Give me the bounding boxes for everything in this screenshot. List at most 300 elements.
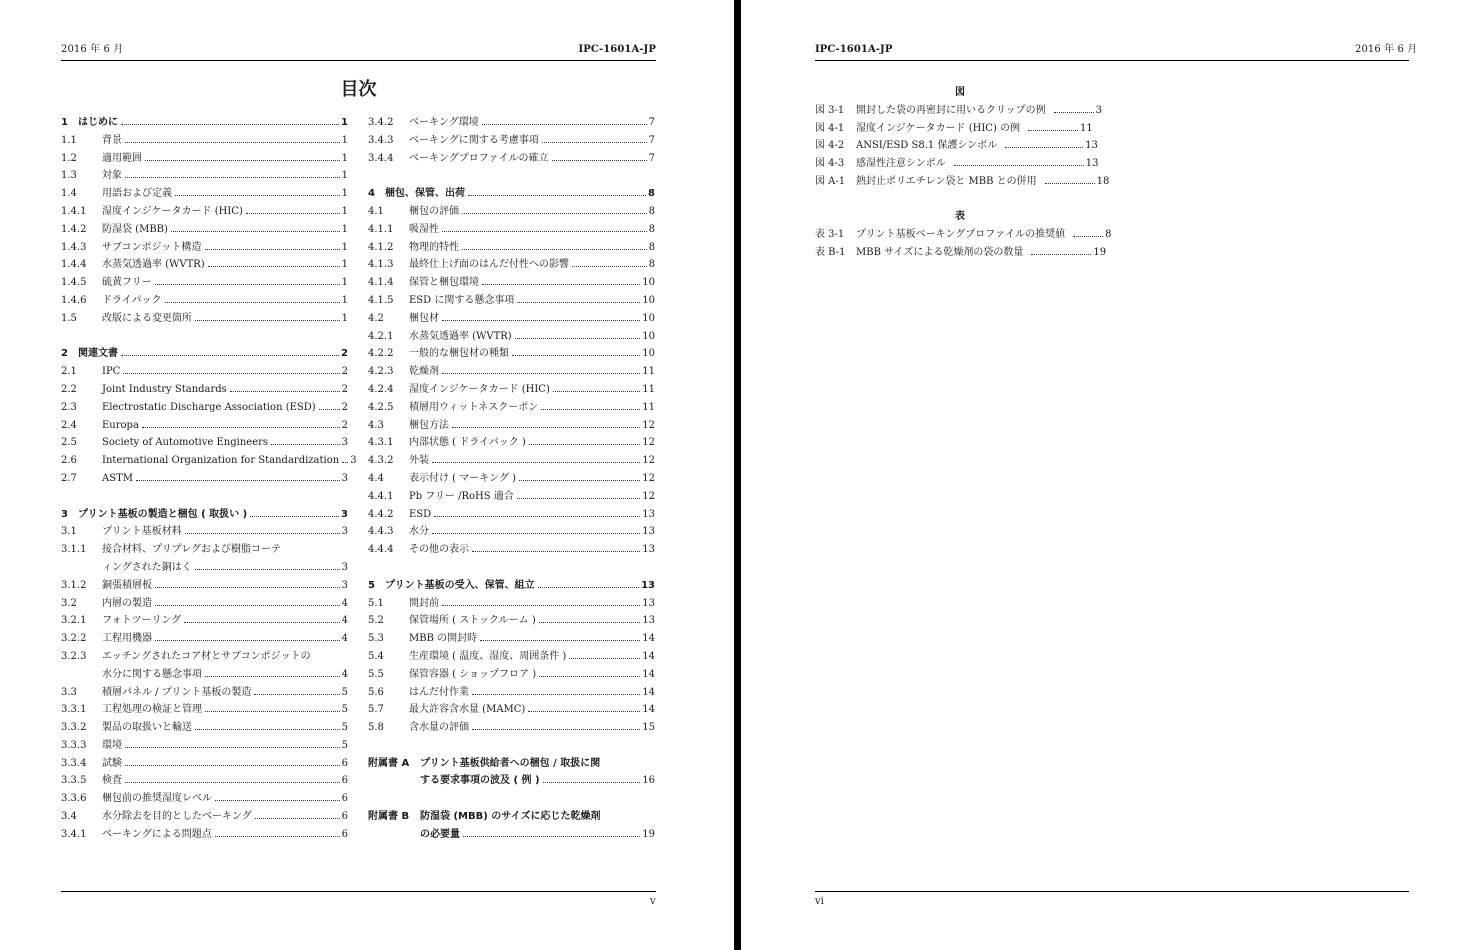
dot-leader xyxy=(1031,254,1091,255)
dot-leader xyxy=(319,409,340,410)
toc-entry[interactable] xyxy=(368,452,655,470)
header-date: 2016 年 6 月 xyxy=(61,44,124,55)
toc-entry[interactable] xyxy=(368,488,655,506)
toc-entry-title: MBB の開封時 xyxy=(409,633,478,645)
toc-entry-title: ドライパック xyxy=(102,294,162,306)
dot-leader xyxy=(165,302,340,303)
toc-appendix-entry-cont[interactable] xyxy=(368,826,655,844)
dot-leader xyxy=(1073,236,1103,237)
figure-entry-title: 感湿性注意シンボル xyxy=(856,158,946,170)
toc-entry-title: 積層用ウィットネスクーポン xyxy=(409,401,539,413)
toc-entry-number: 1.4 xyxy=(61,188,77,200)
toc-entry-number: 5.6 xyxy=(368,686,384,698)
toc-entry[interactable] xyxy=(61,185,348,203)
toc-entry[interactable] xyxy=(61,772,348,790)
toc-entry-number: 3.1.1 xyxy=(61,544,87,556)
toc-entry[interactable] xyxy=(61,256,348,274)
dot-leader xyxy=(250,516,339,517)
toc-entry-page: 3 xyxy=(341,579,348,591)
toc-entry-number: 1.4.5 xyxy=(61,277,87,289)
toc-entry[interactable] xyxy=(368,345,655,363)
dot-leader xyxy=(145,160,340,161)
toc-entry[interactable] xyxy=(368,541,655,559)
toc-entry-title: 環境 xyxy=(102,739,122,751)
toc-entry-number: 4.4.1 xyxy=(368,490,394,502)
toc-entry[interactable] xyxy=(368,150,655,168)
toc-entry[interactable] xyxy=(368,595,655,613)
toc-entry-number: 3.4.1 xyxy=(61,828,87,840)
toc-entry[interactable] xyxy=(61,310,348,328)
toc-entry[interactable] xyxy=(61,292,348,310)
toc-entry-title: 梱包方法 xyxy=(409,419,449,431)
toc-entry[interactable] xyxy=(61,363,348,381)
dot-leader xyxy=(271,444,340,445)
toc-entry-page: 13 xyxy=(642,615,655,627)
toc-entry-number: 3.4.3 xyxy=(368,134,394,146)
toc-entry-title: 水蒸気透過率 (WVTR) xyxy=(102,259,205,271)
toc-entry-title: サブコンポジット構造 xyxy=(102,241,202,253)
figure-entry[interactable] xyxy=(815,120,1105,138)
toc-entry-title: 適用範囲 xyxy=(102,152,142,164)
dot-leader xyxy=(1045,183,1095,184)
toc-chapter-entry[interactable] xyxy=(368,185,655,203)
header-rule xyxy=(815,60,1409,61)
toc-entry-number: 2.6 xyxy=(61,455,77,467)
toc-entry-title: International Organization for Standardization xyxy=(102,455,340,467)
toc-entry-title: プリント基板の受入、保管、組立 xyxy=(385,579,535,591)
toc-entry[interactable] xyxy=(61,434,348,452)
toc-entry[interactable] xyxy=(368,310,655,328)
figure-entry[interactable] xyxy=(815,137,1105,155)
toc-entry-page: 4 xyxy=(341,633,348,645)
toc-title: 目次 xyxy=(340,79,377,100)
toc-entry-title: 吸湿性 xyxy=(409,223,439,235)
dot-leader xyxy=(215,836,340,837)
toc-entry-number: 5.1 xyxy=(368,597,384,609)
toc-entry-title: 梱包の評価 xyxy=(409,205,459,217)
toc-entry[interactable] xyxy=(61,595,348,613)
toc-appendix-page: 19 xyxy=(642,828,655,840)
toc-entry-number: 1.2 xyxy=(61,152,77,164)
toc-entry-page: 3 xyxy=(341,508,348,520)
toc-entry-title: 改版による変更箇所 xyxy=(102,312,192,324)
figure-entry-title: 熱封止ポリエチレン袋と MBB との併用 xyxy=(856,175,1037,187)
toc-entry-number: 3.1 xyxy=(61,526,77,538)
toc-entry-number: 2.3 xyxy=(61,401,77,413)
toc-entry[interactable] xyxy=(368,114,655,132)
toc-entry-title: 物理的特性 xyxy=(409,241,459,253)
dot-leader xyxy=(121,355,339,356)
toc-chapter-entry[interactable] xyxy=(61,506,348,524)
dot-leader xyxy=(136,480,340,481)
toc-entry[interactable] xyxy=(61,826,348,844)
toc-entry-number: 3 xyxy=(61,508,68,520)
dot-leader xyxy=(171,231,340,232)
toc-entry[interactable] xyxy=(61,150,348,168)
toc-entry[interactable] xyxy=(61,577,348,595)
dot-leader xyxy=(432,462,640,463)
toc-entry[interactable] xyxy=(61,612,348,630)
toc-entry-page: 1 xyxy=(341,223,348,235)
toc-entry-number: 1.1 xyxy=(61,134,77,146)
toc-entry[interactable] xyxy=(61,648,348,666)
toc-entry-title: 水分に関する懸念事項 xyxy=(102,668,202,680)
toc-entry-number: 3.3.3 xyxy=(61,739,87,751)
toc-entry[interactable] xyxy=(368,274,655,292)
toc-entry[interactable] xyxy=(368,719,655,737)
toc-entry-number: 5.7 xyxy=(368,704,384,716)
toc-entry-number: 4.1.2 xyxy=(368,241,394,253)
dot-leader xyxy=(515,338,641,339)
dot-leader xyxy=(155,284,340,285)
toc-entry[interactable] xyxy=(368,648,655,666)
toc-entry-title: ESD に関する懸念事項 xyxy=(409,294,515,306)
toc-entry-title: 保管容器 ( ショップフロア ) xyxy=(409,668,537,680)
toc-entry-page: 1 xyxy=(341,294,348,306)
toc-entry-title: Joint Industry Standards xyxy=(102,383,227,395)
toc-entry-number: 1.5 xyxy=(61,312,77,324)
toc-entry-page: 5 xyxy=(341,686,348,698)
dot-leader xyxy=(539,622,641,623)
toc-gap xyxy=(61,328,348,346)
toc-entry-page: 12 xyxy=(642,490,655,502)
toc-entry[interactable] xyxy=(368,666,655,684)
dot-leader xyxy=(472,729,640,730)
dot-leader xyxy=(125,782,340,783)
toc-entry-title: 湿度インジケータカード (HIC) xyxy=(102,205,243,217)
toc-entry-title: ASTM xyxy=(102,472,133,484)
toc-entry-title: 梱包前の推奨湿度レベル xyxy=(102,793,212,805)
toc-entry-title: はじめに xyxy=(78,117,118,128)
dot-leader xyxy=(255,818,340,819)
toc-entry[interactable] xyxy=(61,239,348,257)
dot-leader xyxy=(472,694,640,695)
toc-entry-number: 1.4.1 xyxy=(61,205,87,217)
toc-entry-title: プリント基板の製造と梱包 ( 取扱い ) xyxy=(78,508,248,520)
toc-entry-number: 4.1.4 xyxy=(368,277,394,289)
toc-entry-page: 5 xyxy=(341,739,348,751)
toc-entry[interactable] xyxy=(368,221,655,239)
toc-entry[interactable] xyxy=(368,292,655,310)
toc-entry-number: 5.4 xyxy=(368,650,384,662)
toc-entry[interactable] xyxy=(61,630,348,648)
dot-leader xyxy=(155,640,340,641)
toc-entry[interactable] xyxy=(368,434,655,452)
toc-entry-title: ESD xyxy=(409,508,432,520)
toc-entry-number: 4.2 xyxy=(368,312,384,324)
toc-entry[interactable] xyxy=(368,612,655,630)
list-of-tables xyxy=(815,208,1112,261)
figure-entry[interactable] xyxy=(815,155,1105,173)
toc-chapter-entry[interactable] xyxy=(61,345,348,363)
toc-entry[interactable] xyxy=(61,452,357,470)
dot-leader xyxy=(462,213,647,214)
toc-appendix-entry-cont[interactable] xyxy=(368,772,655,790)
toc-entry[interactable] xyxy=(61,417,348,435)
toc-entry-number: 4.4 xyxy=(368,472,384,484)
toc-entry-page: 6 xyxy=(341,775,348,787)
dot-leader xyxy=(142,427,340,428)
dot-leader xyxy=(552,160,647,161)
dot-leader xyxy=(519,480,640,481)
toc-entry[interactable] xyxy=(61,221,348,239)
figure-entry-number: 図 4-1 xyxy=(815,122,845,134)
toc-entry[interactable] xyxy=(61,274,348,292)
toc-entry[interactable] xyxy=(61,701,348,719)
toc-entry-title: 銅張積層板 xyxy=(102,579,152,591)
dot-leader xyxy=(542,142,647,143)
dot-leader xyxy=(543,782,641,783)
toc-entry[interactable] xyxy=(368,399,655,417)
toc-entry[interactable] xyxy=(368,203,655,221)
toc-entry-page: 4 xyxy=(341,668,348,680)
figure-entry[interactable] xyxy=(815,102,1105,120)
toc-entry-page: 1 xyxy=(341,170,348,182)
toc-entry[interactable] xyxy=(368,523,655,541)
toc-entry-title: 防湿袋 (MBB) xyxy=(102,223,168,235)
toc-entry[interactable] xyxy=(61,684,348,702)
toc-entry[interactable] xyxy=(368,256,655,274)
toc-entry[interactable] xyxy=(61,808,348,826)
table-entry[interactable] xyxy=(815,244,1105,262)
toc-entry-number: 4.3.1 xyxy=(368,437,394,449)
figure-entry-number: 図 4-2 xyxy=(815,140,845,152)
toc-entry[interactable] xyxy=(61,541,348,559)
toc-appendix-title: の必要量 xyxy=(420,828,460,840)
dot-leader xyxy=(184,622,339,623)
toc-entry-number: 4.1.5 xyxy=(368,294,394,306)
toc-entry[interactable] xyxy=(61,470,348,488)
dot-leader xyxy=(553,391,640,392)
toc-entry[interactable] xyxy=(61,666,348,684)
toc-entry-title: 生産環境 ( 温度、湿度、周囲条件 ) xyxy=(409,650,567,662)
dot-leader xyxy=(442,231,647,232)
dot-leader xyxy=(155,605,340,606)
toc-entry-page: 11 xyxy=(642,366,655,378)
table-entry[interactable] xyxy=(815,226,1112,244)
toc-entry-number: 2.2 xyxy=(61,383,77,395)
dot-leader xyxy=(205,249,340,250)
dot-leader xyxy=(442,320,640,321)
toc-entry[interactable] xyxy=(61,132,348,150)
toc-entry[interactable] xyxy=(368,239,655,257)
table-entry-number: 表 3-1 xyxy=(815,228,845,240)
dot-leader xyxy=(205,711,340,712)
toc-entry-title: プリント基板材料 xyxy=(102,526,182,538)
toc-entry-number: 3.3.5 xyxy=(61,775,87,787)
toc-appendix-number: 附属書 A xyxy=(368,757,410,769)
toc-entry-title: その他の表示 xyxy=(409,544,469,556)
dot-leader xyxy=(1054,112,1094,113)
toc-entry-number: 3.1.2 xyxy=(61,579,87,591)
toc-entry-number: 4.1 xyxy=(368,205,384,217)
toc-entry-page: 12 xyxy=(642,455,655,467)
toc-entry-page: 13 xyxy=(642,544,655,556)
toc-entry-number: 4.1.3 xyxy=(368,259,394,271)
toc-entry-title: フォトツーリング xyxy=(102,615,182,627)
toc-entry-number: 3.2.3 xyxy=(61,650,87,662)
toc-entry-page: 1 xyxy=(341,117,348,128)
toc-entry-page: 1 xyxy=(341,312,348,324)
dot-leader xyxy=(125,177,340,178)
toc-appendix-entry[interactable] xyxy=(368,808,655,826)
toc-entry[interactable] xyxy=(368,470,655,488)
toc-gap xyxy=(368,167,655,185)
toc-entry-title: ベーキングに関する考慮事項 xyxy=(409,134,539,146)
toc-entry[interactable] xyxy=(368,506,655,524)
toc-entry-number: 4.1.1 xyxy=(368,223,394,235)
toc-entry-title: Electrostatic Discharge Association (ESD) xyxy=(102,401,316,413)
toc-entry-number: 1.4.4 xyxy=(61,259,87,271)
footer-rule xyxy=(61,891,656,892)
toc-entry-page: 8 xyxy=(648,205,655,217)
toc-entry-title: 背景 xyxy=(102,134,122,146)
dot-leader xyxy=(155,587,340,588)
toc-entry-title: 一般的な梱包材の種類 xyxy=(409,348,509,360)
toc-entry[interactable] xyxy=(368,417,655,435)
toc-chapter-entry[interactable] xyxy=(368,577,655,595)
header-document-id: IPC-1601A-JP xyxy=(578,44,656,55)
toc-entry-number: 5 xyxy=(368,579,375,591)
toc-entry[interactable] xyxy=(61,559,348,577)
toc-entry[interactable] xyxy=(61,523,348,541)
dot-leader xyxy=(175,195,340,196)
toc-entry[interactable] xyxy=(61,203,348,221)
toc-entry-page: 1 xyxy=(341,188,348,200)
dot-leader xyxy=(539,676,640,677)
header-document-id: IPC-1601A-JP xyxy=(815,44,893,55)
toc-entry-number: 4 xyxy=(368,188,375,200)
toc-entry-title: 水分 xyxy=(409,526,429,538)
toc-entry-page: 12 xyxy=(642,437,655,449)
toc-entry[interactable] xyxy=(61,381,348,399)
toc-entry-page: 6 xyxy=(341,811,348,823)
toc-entry-page: 10 xyxy=(642,294,655,306)
toc-entry[interactable] xyxy=(368,381,655,399)
toc-entry-title: 保管と梱包環境 xyxy=(409,277,479,289)
toc-entry-number: 4.2.4 xyxy=(368,383,394,395)
toc-entry-number: 2.7 xyxy=(61,472,77,484)
toc-entry-number: 4.4.2 xyxy=(368,508,394,520)
dot-leader xyxy=(512,355,640,356)
toc-entry-page: 14 xyxy=(642,686,655,698)
toc-entry-number: 3.3 xyxy=(61,686,77,698)
toc-entry[interactable] xyxy=(368,132,655,150)
dot-leader xyxy=(472,551,640,552)
toc-entry[interactable] xyxy=(368,701,655,719)
toc-appendix-entry[interactable] xyxy=(368,755,655,773)
toc-entry[interactable] xyxy=(61,755,348,773)
toc-entry-page: 1 xyxy=(341,205,348,217)
dot-leader xyxy=(452,427,640,428)
table-entry-page: 8 xyxy=(1105,228,1112,240)
toc-entry-number: 3.2.1 xyxy=(61,615,87,627)
dot-leader xyxy=(230,391,340,392)
toc-entry-title: 対象 xyxy=(102,170,122,182)
toc-entry-number: 5.2 xyxy=(368,615,384,627)
toc-entry[interactable] xyxy=(61,790,348,808)
toc-entry-title: IPC xyxy=(102,366,121,378)
toc-entry-title: ィングされた銅はく xyxy=(102,561,192,573)
dot-leader xyxy=(468,195,646,196)
header-rule xyxy=(61,60,656,61)
toc-entry-title: 関連文書 xyxy=(78,348,118,360)
dot-leader xyxy=(125,747,340,748)
toc-entry-title: 表示付け ( マーキング ) xyxy=(409,472,517,484)
toc-entry-title: 梱包、保管、出荷 xyxy=(385,188,465,200)
toc-entry-page: 12 xyxy=(642,419,655,431)
dot-leader xyxy=(572,266,647,267)
toc-entry-page: 10 xyxy=(642,312,655,324)
toc-entry-page: 10 xyxy=(642,348,655,360)
figure-entry[interactable] xyxy=(815,173,1110,191)
dot-leader xyxy=(342,462,348,463)
toc-entry-title: 乾燥剤 xyxy=(409,366,439,378)
toc-entry-page: 2 xyxy=(341,348,348,360)
dot-leader xyxy=(517,302,640,303)
toc-entry[interactable] xyxy=(61,737,348,755)
toc-entry-page: 2 xyxy=(341,366,348,378)
toc-entry-number: 2.5 xyxy=(61,437,77,449)
list-of-figures xyxy=(815,84,1110,191)
toc-entry-number: 3.3.1 xyxy=(61,704,87,716)
toc-entry-title: 硫黄フリー xyxy=(102,277,152,289)
footer-rule xyxy=(815,891,1409,892)
toc-entry-page: 4 xyxy=(341,615,348,627)
toc-entry-page: 15 xyxy=(642,722,655,734)
toc-entry-number: 3.4 xyxy=(61,811,77,823)
dot-leader xyxy=(463,836,640,837)
dot-leader xyxy=(125,765,340,766)
toc-entry-number: 5.8 xyxy=(368,722,384,734)
toc-entry[interactable] xyxy=(368,684,655,702)
toc-entry-number: 4.3 xyxy=(368,419,384,431)
toc-entry-page: 10 xyxy=(642,330,655,342)
toc-entry-page: 2 xyxy=(341,419,348,431)
toc-entry[interactable] xyxy=(61,399,348,417)
toc-entry-title: 含水量の評価 xyxy=(409,722,469,734)
toc-entry-title: Society of Automotive Engineers xyxy=(102,437,269,449)
dot-leader xyxy=(195,569,340,570)
toc-entry-title: 水蒸気透過率 (WVTR) xyxy=(409,330,512,342)
toc-entry-page: 6 xyxy=(341,757,348,769)
toc-entry[interactable] xyxy=(61,719,348,737)
dot-leader xyxy=(123,373,339,374)
dot-leader xyxy=(569,658,640,659)
dot-leader xyxy=(529,444,640,445)
toc-entry[interactable] xyxy=(368,363,655,381)
dot-leader xyxy=(528,711,640,712)
toc-entry-title: 工程用機器 xyxy=(102,633,152,645)
toc-entry-page: 11 xyxy=(642,383,655,395)
toc-entry-title: 水分除去を目的としたベーキング xyxy=(102,811,252,823)
toc-entry[interactable] xyxy=(368,328,655,346)
toc-entry-page: 4 xyxy=(341,597,348,609)
toc-entry-page: 13 xyxy=(642,508,655,520)
dot-leader xyxy=(1005,147,1083,148)
toc-entry[interactable] xyxy=(368,630,655,648)
toc-entry-page: 1 xyxy=(341,277,348,289)
toc-entry-number: 1.4.2 xyxy=(61,223,87,235)
toc-appendix-page: 16 xyxy=(642,775,655,787)
toc-entry-number: 3.3.6 xyxy=(61,793,87,805)
toc-chapter-entry[interactable] xyxy=(61,114,348,132)
toc-entry-page: 1 xyxy=(341,134,348,146)
dot-leader xyxy=(432,533,640,534)
dot-leader xyxy=(538,587,639,588)
toc-entry[interactable] xyxy=(61,167,348,185)
toc-entry-number: 2 xyxy=(61,348,68,360)
